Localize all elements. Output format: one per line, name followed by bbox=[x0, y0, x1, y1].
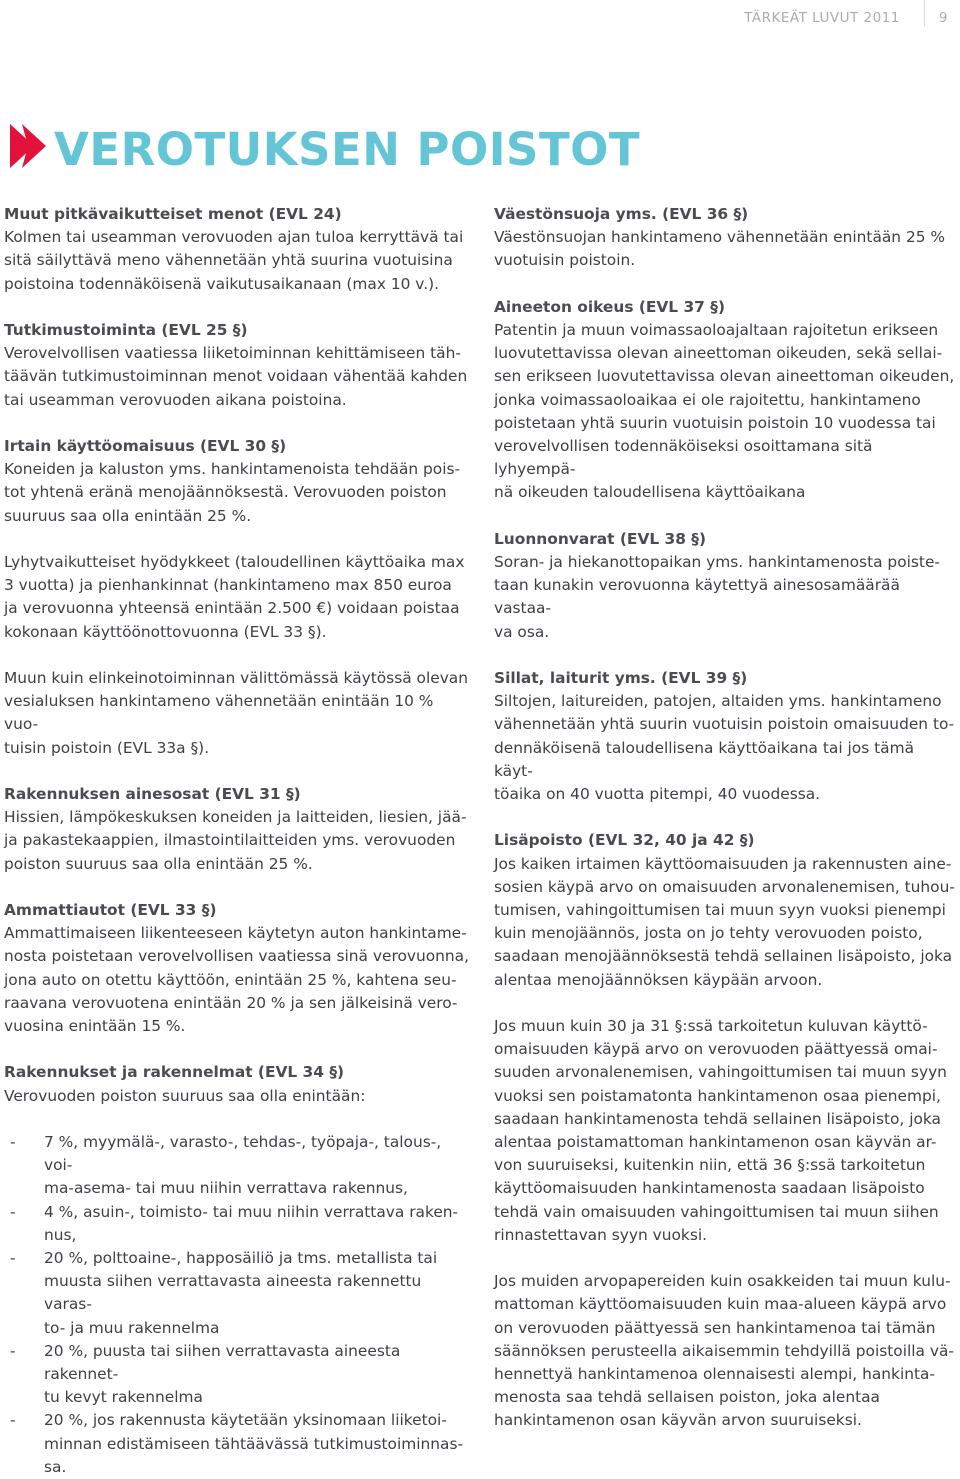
section-label: TÄRKEÄT LUVUT 2011 bbox=[744, 10, 900, 26]
list-dash: - bbox=[10, 1249, 16, 1268]
body-line: omaisuuden käypä arvo on verovuoden päättyessä omai- bbox=[494, 1040, 938, 1059]
body-line: Soran- ja hiekanottopaikan yms. hankintamenosta poiste- bbox=[494, 553, 940, 572]
section-block bbox=[4, 783, 472, 876]
section-block bbox=[494, 829, 956, 991]
body-line: va osa. bbox=[494, 622, 550, 641]
section-block bbox=[494, 528, 956, 644]
body-line: menosta saa tehdä sellaisen poiston, joka alentaa bbox=[494, 1388, 880, 1407]
body-line: vuotuisin poistoin. bbox=[494, 251, 636, 270]
body-line: Jos muun kuin 30 ja 31 §:ssä tarkoitetun kuluvan käyttö- bbox=[494, 1017, 928, 1036]
list-dash: - bbox=[10, 1341, 16, 1360]
body-line: ja pakastekaappien, ilmastointilaitteiden yms. verovuoden bbox=[4, 831, 456, 850]
body-line: taan kunakin verovuonna käytettyä ainesosamäärää vastaa- bbox=[494, 576, 900, 618]
body-line: poistoina todennäköisenä vaikutusaikanaan (max 10 v.). bbox=[4, 274, 440, 293]
right-column bbox=[494, 203, 956, 1456]
body-line: luovutettavissa olevan aineettoman oikeuden, sekä sellai- bbox=[494, 344, 943, 363]
section-block bbox=[494, 1270, 956, 1432]
body-line: ja verovuonna yhteensä enintään 2.500 €) voidaan poistaa bbox=[4, 599, 460, 618]
body-line: poiston suuruus saa olla enintään 25 %. bbox=[4, 854, 313, 873]
body-line: mattoman käyttöomaisuuden kuin maa-alueen käypä arvo bbox=[494, 1295, 947, 1314]
body-line: käyttöomaisuuden hankintamenosta saadaan lisäpoisto bbox=[494, 1179, 925, 1198]
list-dash: - bbox=[10, 1202, 16, 1221]
running-header bbox=[744, 0, 960, 26]
body-line: von suuruiseksi, kuitenkin niin, että 36 §:ssä tarkoitetun bbox=[494, 1156, 926, 1175]
body-line: saadaan menojäännöksestä tehdä sellainen lisäpoisto, joka bbox=[494, 947, 953, 966]
page-title: VEROTUKSEN POISTOT bbox=[54, 123, 641, 176]
body-line: jonka voimassaoloaikaa ei ole rajoitettu, hankintameno bbox=[494, 390, 921, 409]
list-item bbox=[4, 1247, 472, 1340]
section-heading: Irtain käyttöomaisuus (EVL 30 §) bbox=[4, 437, 287, 455]
list-item-line: minnan edistämiseen tähtäävässä tutkimustoiminnas- bbox=[44, 1434, 464, 1453]
list-item-line: 4 %, asuin-, toimisto- tai muu niihin verrattava raken- bbox=[44, 1202, 459, 1221]
body-line: alentaa menojäännöksen käypään arvoon. bbox=[494, 970, 823, 989]
body-line: rinnastettavan syyn vuoksi. bbox=[494, 1225, 708, 1244]
body-line: vuosina enintään 15 %. bbox=[4, 1017, 186, 1036]
body-line: Koneiden ja kaluston yms. hankintamenoista tehdään pois- bbox=[4, 460, 461, 479]
section-heading: Muut pitkävaikutteiset menot (EVL 24) bbox=[4, 205, 342, 223]
body-line: Ammattimaiseen liikenteeseen käytetyn auton hankintame- bbox=[4, 924, 467, 943]
page-number: 9 bbox=[938, 10, 948, 26]
list-item bbox=[4, 1409, 472, 1479]
section-heading: Rakennukset ja rakennelmat (EVL 34 §) bbox=[4, 1063, 345, 1082]
body-line: Verovuoden poiston suuruus saa olla enintään: bbox=[4, 1086, 366, 1105]
body-line: tehdä vain omaisuuden vahingoittumisen tai muun siihen bbox=[494, 1202, 939, 1221]
list-item bbox=[4, 1131, 472, 1201]
title-marker bbox=[8, 120, 48, 172]
body-line: kokonaan käyttöönottovuonna (EVL 33 §). bbox=[4, 622, 327, 641]
body-line: saadaan hankintamenosta tehdä sellainen lisäpoisto, joka bbox=[494, 1109, 941, 1128]
body-line: on verovuoden päättyessä sen hankintamenoa tai tämän bbox=[494, 1318, 936, 1337]
list-item-line: 20 %, puusta tai siihen verrattavasta aineesta rakennet- bbox=[44, 1341, 401, 1384]
body-line: dennäköisenä taloudellisena käyttöaikana tai jos tämä käyt- bbox=[494, 738, 914, 780]
section-block bbox=[4, 435, 472, 528]
list-item-line: to- ja muu rakennelma bbox=[44, 1318, 220, 1337]
list-item-line: sa. bbox=[44, 1457, 67, 1476]
body-line: vuoksi sen poistamatonta hankintamenon osaa pienempi, bbox=[494, 1086, 941, 1105]
body-line: hankintamenon osan käyvän arvon suuruiseksi. bbox=[494, 1411, 862, 1430]
body-line: Verovelvollisen vaatiessa liiketoiminnan kehittämiseen täh- bbox=[4, 344, 461, 363]
section-heading: Luonnonvarat (EVL 38 §) bbox=[494, 529, 707, 548]
body-line: 3 vuotta) ja pienhankinnat (hankintameno max 850 euroa bbox=[4, 576, 452, 595]
section-block bbox=[4, 1061, 472, 1107]
body-line: raavana verovuotena enintään 20 % ja sen jälkeisinä vero- bbox=[4, 993, 458, 1012]
section-heading: Ammattiautot (EVL 33 §) bbox=[4, 901, 217, 919]
body-line: tai useamman verovuoden aikana poistoina. bbox=[4, 390, 347, 409]
body-line: suuden arvonalenemisen, vahingoittumisen tai muun syyn bbox=[494, 1063, 947, 1082]
body-line: vesialuksen hankintameno vähennetään enintään 10 % vuo- bbox=[4, 692, 434, 734]
list-item-line: 7 %, myymälä-, varasto-, tehdas-, työpaja-, talous-, voi- bbox=[44, 1133, 442, 1175]
body-line: nosta poistetaan verovelvollisen vaatiessa sinä verovuonna, bbox=[4, 947, 469, 966]
body-line: sitä säilyttävä meno vähennetään yhtä suurina vuotuisina bbox=[4, 251, 453, 270]
section-block bbox=[4, 899, 472, 1038]
body-line: jona auto on otettu käyttöön, enintään 25 %, kahtena seu- bbox=[4, 970, 457, 989]
section-heading: Rakennuksen ainesosat (EVL 31 §) bbox=[4, 785, 301, 803]
body-line: Jos muiden arvopapereiden kuin osakkeiden tai muun kulu- bbox=[494, 1272, 951, 1291]
body-line: Hissien, lämpökeskuksen koneiden ja laitteiden, liesien, jää- bbox=[4, 808, 467, 827]
list-item bbox=[4, 1201, 472, 1247]
body-line: täävän tutkimustoiminnan menot voidaan vähentää kahden bbox=[4, 367, 468, 386]
section-block bbox=[494, 667, 956, 806]
section-block bbox=[494, 203, 956, 273]
left-column bbox=[4, 203, 472, 1479]
body-line: tumisen, vahingoittumisen tai muun syyn vuoksi pienempi bbox=[494, 901, 946, 920]
body-line: verovelvollisen todennäköiseksi osoittamana sitä lyhyempä- bbox=[494, 437, 873, 479]
body-line: säännöksen perusteella aikaisemmin tehdyillä poistoilla vä- bbox=[494, 1341, 954, 1360]
body-line: alentaa poistamattoman hankintamenon osan käyvän ar- bbox=[494, 1133, 937, 1152]
body-line: Jos kaiken irtaimen käyttöomaisuuden ja rakennusten aine- bbox=[494, 854, 952, 873]
list-item-line: muusta siihen verrattavasta aineesta rakennettu varas- bbox=[44, 1272, 422, 1314]
body-line: poistetaan yhtä suurin vuotuisin poistoin 10 vuodessa tai bbox=[494, 413, 936, 432]
section-block bbox=[4, 203, 472, 296]
body-line: tuisin poistoin (EVL 33a §). bbox=[4, 738, 210, 757]
list-dash: - bbox=[10, 1411, 16, 1430]
list-item-line: 20 %, polttoaine-, happosäiliö ja tms. metallista tai bbox=[44, 1249, 438, 1268]
body-line: töaika on 40 vuotta pitempi, 40 vuodessa. bbox=[494, 785, 821, 804]
section-heading: Väestönsuoja yms. (EVL 36 §) bbox=[494, 205, 749, 223]
body-line: suuruus saa olla enintään 25 %. bbox=[4, 506, 252, 525]
section-block bbox=[4, 551, 472, 644]
section-heading: Lisäpoisto (EVL 32, 40 ja 42 §) bbox=[494, 831, 755, 850]
section-heading: Tutkimustoiminta (EVL 25 §) bbox=[4, 321, 248, 339]
list-item-line: nus, bbox=[44, 1225, 77, 1244]
list-dash: - bbox=[10, 1133, 16, 1151]
section-block bbox=[494, 296, 956, 505]
body-line: Lyhytvaikutteiset hyödykkeet (taloudellinen käyttöaika max bbox=[4, 553, 465, 571]
list-item-line: ma-asema- tai muu niihin verrattava rakennus, bbox=[44, 1179, 408, 1198]
list-item bbox=[4, 1340, 472, 1410]
section-block bbox=[4, 667, 472, 760]
section-block bbox=[494, 1015, 956, 1247]
body-line: tot yhtenä eränä menojäännöksestä. Verovuoden poiston bbox=[4, 483, 447, 502]
body-line: Väestönsuojan hankintameno vähennetään enintään 25 % bbox=[494, 228, 946, 247]
body-line: sosien käypä arvo on omaisuuden arvonalenemisen, tuhou- bbox=[494, 877, 955, 896]
body-line: kuin menojäännös, josta on jo tehty verovuoden poisto, bbox=[494, 924, 923, 943]
body-line: nä oikeuden taloudellisena käyttöaikana bbox=[494, 483, 806, 502]
body-line: Patentin ja muun voimassaoloajaltaan rajoitetun erikseen bbox=[494, 321, 939, 339]
building-rate-list bbox=[4, 1131, 472, 1479]
list-item-line: tu kevyt rakennelma bbox=[44, 1388, 203, 1407]
list-item-line: 20 %, jos rakennusta käytetään yksinomaan liiketoi- bbox=[44, 1411, 447, 1430]
body-line: Muun kuin elinkeinotoiminnan välittömässä käytössä olevan bbox=[4, 669, 468, 687]
section-heading: Aineeton oikeus (EVL 37 §) bbox=[494, 297, 725, 316]
body-line: Siltojen, laitureiden, patojen, altaiden yms. hankintameno bbox=[494, 692, 942, 711]
body-line: vähennetään yhtä suurin vuotuisin poistoin omaisuuden to- bbox=[494, 715, 955, 734]
body-line: sen erikseen luovutettavissa olevan aineettoman oikeuden, bbox=[494, 367, 955, 386]
body-line: hennettyä hankintamenoa olennaisesti alempi, hankinta- bbox=[494, 1365, 935, 1384]
body-line: Kolmen tai useamman verovuoden ajan tuloa kerryttävä tai bbox=[4, 228, 464, 247]
section-heading: Sillat, laiturit yms. (EVL 39 §) bbox=[494, 669, 748, 688]
chevron-right-icon bbox=[8, 120, 48, 172]
section-block bbox=[4, 319, 472, 412]
